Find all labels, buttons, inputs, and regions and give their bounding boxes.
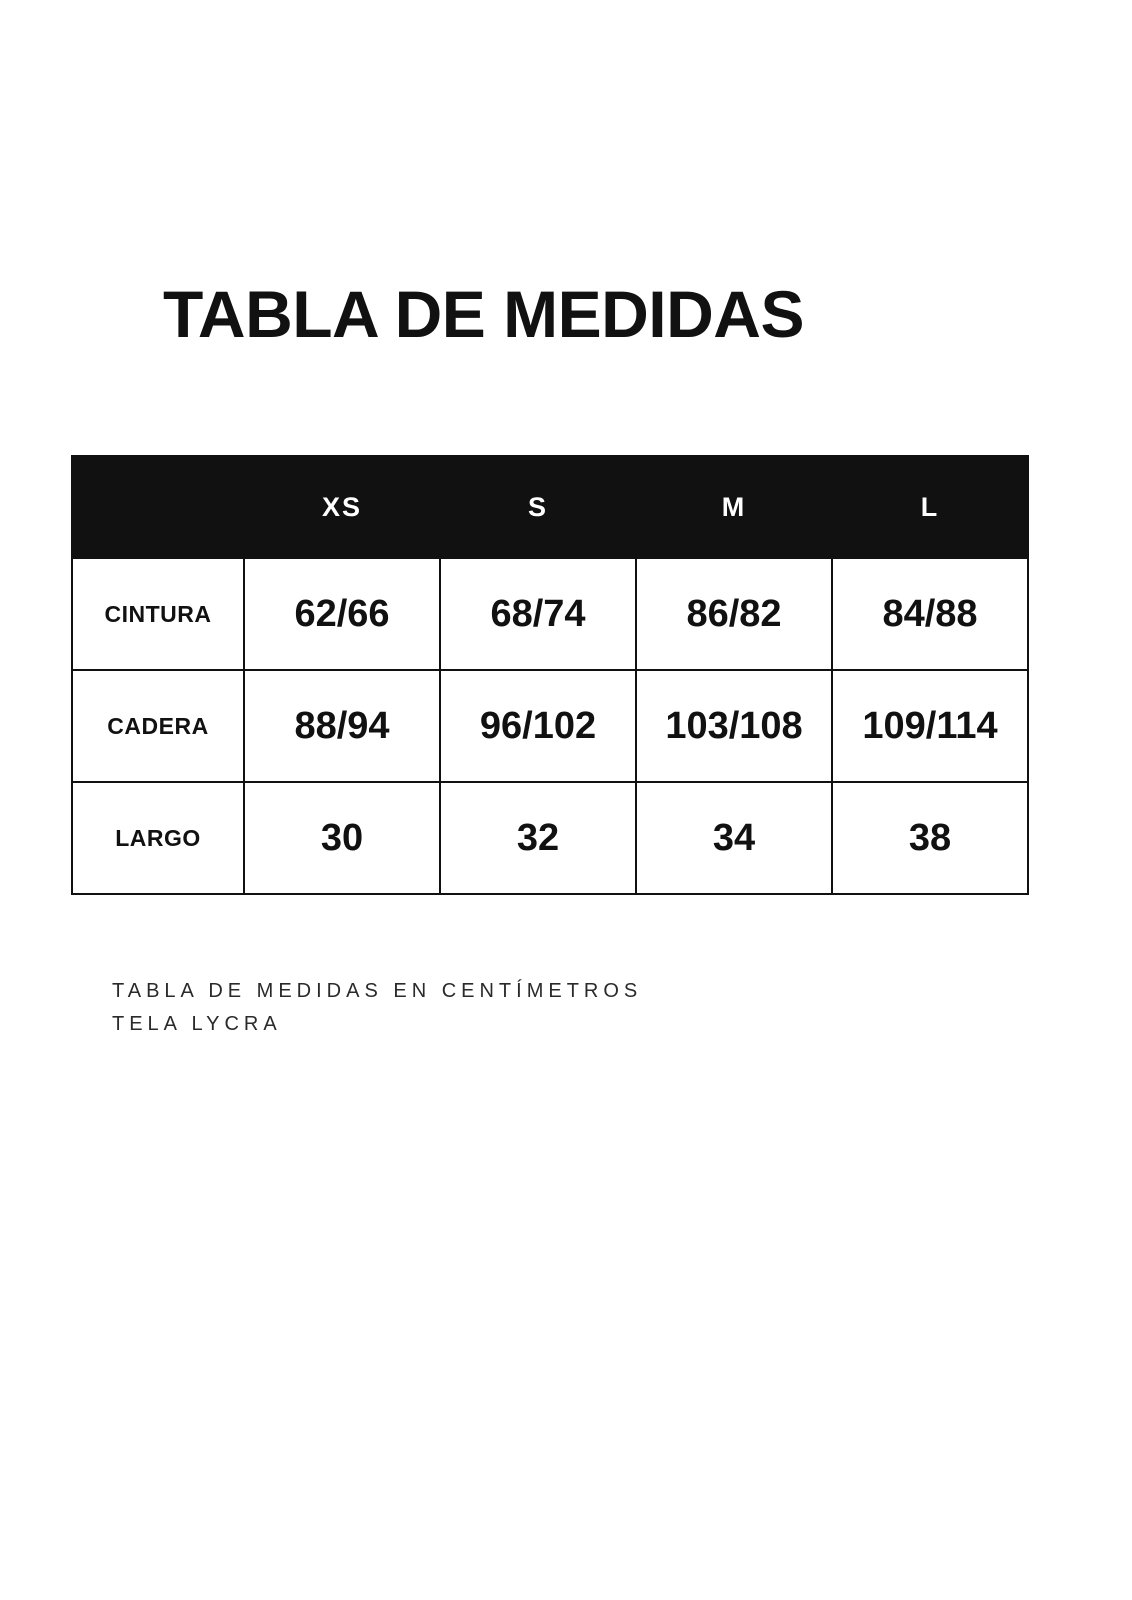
size-chart-table (71, 455, 1029, 895)
column-header-m: M (636, 456, 832, 558)
footnote-fabric: TELA LYCRA (112, 1013, 282, 1035)
row-label-largo: LARGO (72, 782, 244, 894)
footnotes (112, 975, 642, 1041)
page-title: TABLA DE MEDIDAS (163, 277, 804, 351)
row-label-cintura: CINTURA (72, 558, 244, 670)
cell-cadera-m: 103/108 (636, 670, 832, 782)
footnote-units: TABLA DE MEDIDAS EN CENTÍMETROS (112, 980, 643, 1002)
table-body (72, 558, 1028, 894)
row-label-cadera: CADERA (72, 670, 244, 782)
table-corner-cell (72, 456, 244, 558)
table-row (72, 558, 1028, 670)
column-header-xs: XS (244, 456, 440, 558)
table-row (72, 670, 1028, 782)
cell-largo-m: 34 (636, 782, 832, 894)
cell-cadera-s: 96/102 (440, 670, 636, 782)
cell-cintura-l: 84/88 (832, 558, 1028, 670)
cell-cadera-l: 109/114 (832, 670, 1028, 782)
column-header-s: S (440, 456, 636, 558)
cell-cintura-m: 86/82 (636, 558, 832, 670)
cell-largo-xs: 30 (244, 782, 440, 894)
cell-cadera-xs: 88/94 (244, 670, 440, 782)
cell-largo-l: 38 (832, 782, 1028, 894)
table-header-row (72, 456, 1028, 558)
cell-cintura-xs: 62/66 (244, 558, 440, 670)
table-header (72, 456, 1028, 558)
column-header-l: L (832, 456, 1028, 558)
cell-cintura-s: 68/74 (440, 558, 636, 670)
cell-largo-s: 32 (440, 782, 636, 894)
table-row (72, 782, 1028, 894)
